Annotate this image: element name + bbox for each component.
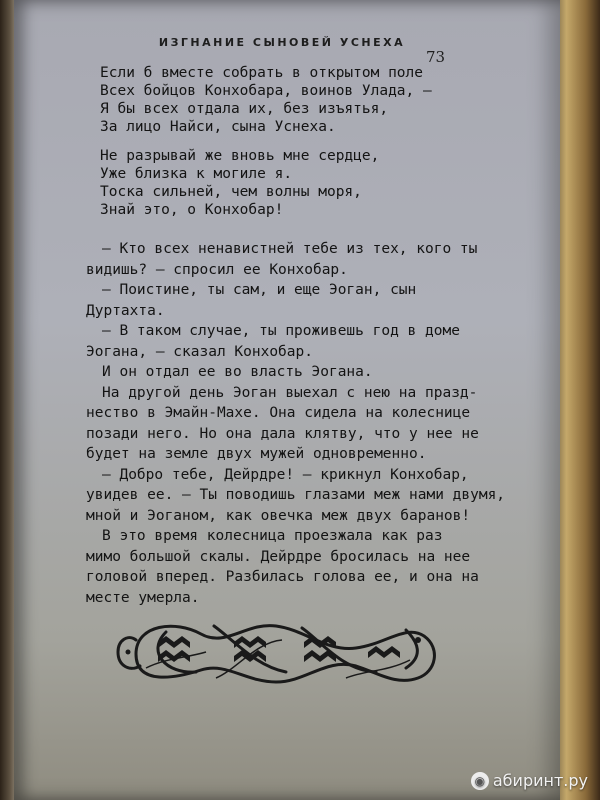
- prose-line: Дуртахта.: [86, 302, 165, 319]
- verse-line: Уже близка к могиле я.: [100, 166, 293, 182]
- verse-line: Я бы всех отдала их, без изъятья,: [100, 101, 389, 117]
- prose-line: — В таком случае, ты проживешь год в доме: [102, 323, 460, 339]
- celtic-knot-ornament-icon: [106, 612, 446, 696]
- verse-line: Знай это, о Конхобар!: [100, 202, 284, 218]
- page-number: 73: [426, 48, 446, 66]
- prose-line: В это время колесница проезжала как раз: [102, 528, 443, 544]
- prose-line: И он отдал ее во власть Эогана.: [102, 364, 373, 380]
- prose-body: [86, 239, 506, 608]
- prose-line: увидев ее. — Ты поводишь глазами меж нами двумя,: [86, 487, 506, 503]
- prose-line: На другой день Эоган выехал с нею на празд-: [102, 384, 478, 401]
- verse-stanza-2: [100, 147, 480, 219]
- running-head: ИЗГНАНИЕ СЫНОВЕЙ УСНЕХА: [158, 36, 406, 49]
- book-page: [14, 0, 560, 800]
- verse-stanza-1: [100, 64, 480, 136]
- prose-line: Эогана, — сказал Конхобар.: [86, 343, 313, 360]
- prose-line: будет на земле двух мужей одновременно.: [86, 446, 427, 462]
- watermark-text: абиринт.ру: [492, 771, 588, 790]
- prose-line: позади него. Но она дала клятву, что у нее не: [86, 425, 479, 442]
- prose-line: — Добро тебе, Дейрдре! — крикнул Конхобар,: [102, 466, 469, 483]
- abirint-logo-icon: ◉: [471, 772, 489, 790]
- verse-line: Всех бойцов Конхобара, воинов Улада, —: [100, 83, 432, 99]
- verse-line: Не разрывай же вновь мне сердце,: [100, 148, 380, 164]
- watermark: [471, 771, 588, 790]
- prose-line: — Кто всех ненавистней тебе из тех, кого ты: [102, 241, 478, 257]
- prose-line: мной и Эоганом, как овечка меж двух баранов!: [86, 507, 471, 524]
- prose-line: мимо большой скалы. Дейрдре бросилась на нее: [86, 548, 471, 565]
- prose-line: — Поистине, ты сам, и еще Эоган, сын: [102, 282, 417, 298]
- prose-line: нество в Эмайн-Махе. Она сидела на колеснице: [86, 405, 471, 421]
- prose-line: видишь? — спросил ее Конхобар.: [86, 261, 348, 278]
- prose-line: головой вперед. Разбилась голова ее, и она на: [86, 569, 479, 585]
- verse-line: Тоска сильней, чем волны моря,: [100, 184, 362, 200]
- verse-line: За лицо Найси, сына Уснеха.: [100, 119, 336, 135]
- verse-line: Если б вместе собрать в открытом поле: [100, 65, 424, 81]
- prose-line: месте умерла.: [86, 589, 200, 606]
